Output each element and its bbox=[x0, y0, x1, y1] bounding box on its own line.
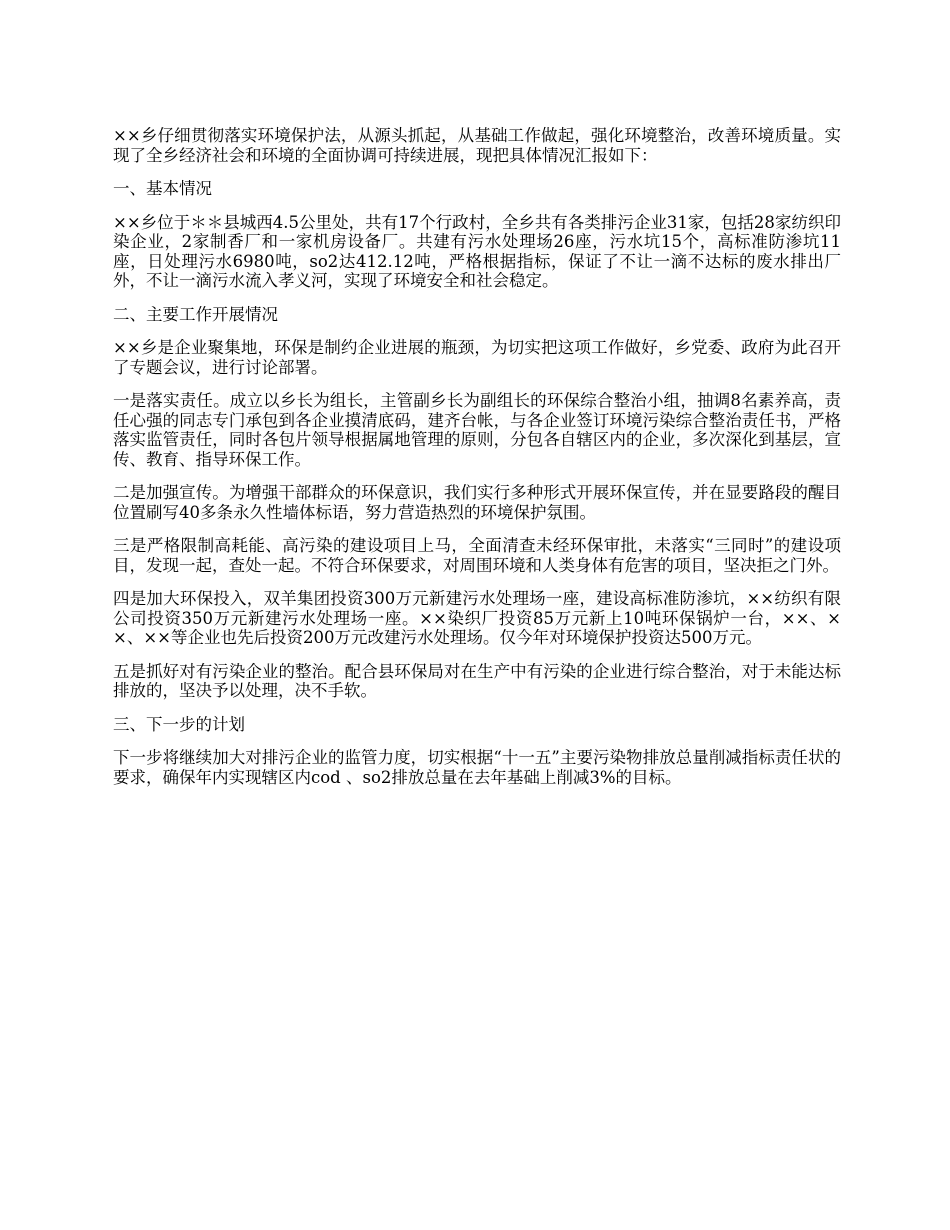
section-heading-main-work: 二、主要工作开展情况 bbox=[113, 304, 278, 324]
document-body bbox=[113, 126, 841, 801]
main-work-intro-paragraph: ××乡是企业聚集地，环保是制约企业进展的瓶颈，为切实把这项工作做好，乡党委、政府为此召开了专题会议，进行讨论部署。 bbox=[113, 338, 841, 377]
project-restriction-paragraph: 三是严格限制高耗能、高污染的建设项目上马，全面清查未经环保审批，未落实“三同时”的建设项目，发现一起，查处一起。不符合环保要求，对周围环境和人类身体有危害的项目，坚决拒之门外。 bbox=[113, 536, 841, 575]
basic-situation-paragraph: ××乡位于＊＊县城西4.5公里处，共有17个行政村，全乡共有各类排污企业31家，包括28家纺织印染企业，2家制香厂和一家机房设备厂。共建有污水处理场26座，污水坑15个，高标准防渗坑11座，日处理污水6980吨，so2达412.12吨，严格根据指标，保证了不让一滴不达标的废水排出厂外，不让一滴污水流入孝义河，实现了环境安全和社会稳定。 bbox=[113, 212, 841, 290]
publicity-paragraph: 二是加强宣传。为增强干部群众的环保意识，我们实行多种形式开展环保宣传，并在显要路段的醒目位置刷写40多条永久性墙体标语，努力营造热烈的环境保护氛围。 bbox=[113, 483, 841, 522]
intro-paragraph: ××乡仔细贯彻落实环境保护法，从源头抓起，从基础工作做起，强化环境整治，改善环境质量。实现了全乡经济社会和环境的全面协调可持续进展，现把具体情况汇报如下： bbox=[113, 126, 841, 165]
section-heading-basic-situation: 一、基本情况 bbox=[113, 179, 212, 198]
next-plan-paragraph: 下一步将继续加大对排污企业的监管力度，切实根据“十一五”主要污染物排放总量削减指标责任状的要求，确保年内实现辖区内cod 、so2排放总量在去年基础上削减3%的目标。 bbox=[113, 748, 841, 787]
section-heading-next-plan: 三、下一步的计划 bbox=[113, 714, 245, 734]
responsibility-paragraph: 一是落实责任。成立以乡长为组长，主管副乡长为副组长的环保综合整治小组，抽调8名素养高，责任心强的同志专门承包到各企业摸清底码，建齐台帐，与各企业签订环境污染综合整治责任书，严格落实监管责任，同时各包片领导根据属地管理的原则，分包各自辖区内的企业，多次深化到基层，宣传、教育、指导环保工作。 bbox=[113, 391, 841, 469]
investment-paragraph: 四是加大环保投入，双羊集团投资300万元新建污水处理场一座，建设高标准防渗坑，××纺织有限公司投资350万元新建污水处理场一座。××染织厂投资85万元新上10吨环保锅炉一台，××、××、××等企业也先后投资200万元改建污水处理场。仅今年对环境保护投资达500万元。 bbox=[113, 589, 841, 647]
rectification-paragraph: 五是抓好对有污染企业的整治。配合县环保局对在生产中有污染的企业进行综合整治，对于未能达标排放的，坚决予以处理，决不手软。 bbox=[113, 661, 841, 700]
